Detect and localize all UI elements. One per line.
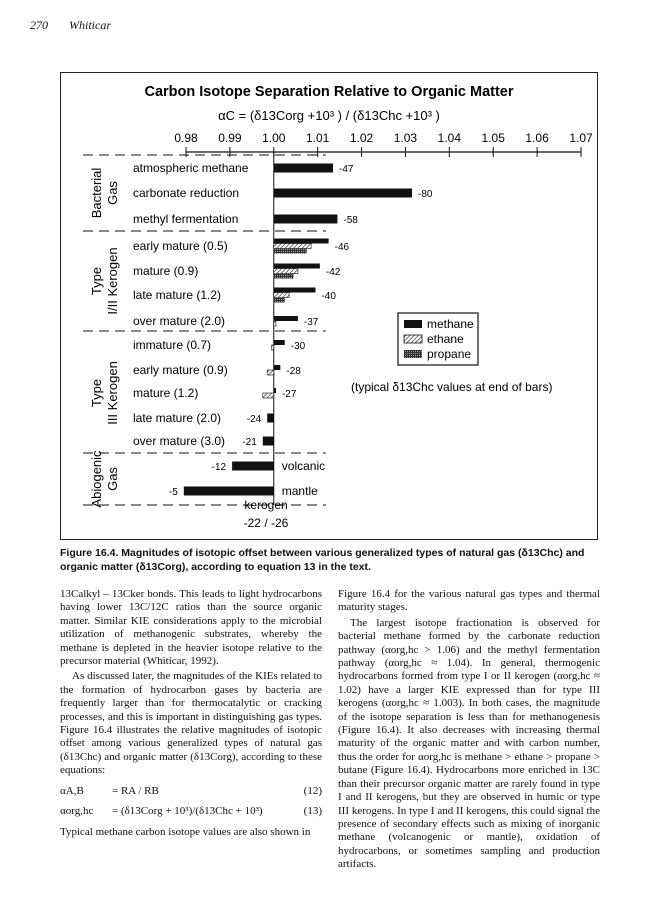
left-paragraph-3: Typical methane carbon isotope values are also shown in — [60, 825, 311, 838]
bar-methane — [274, 215, 338, 224]
figure-caption: Figure 16.4. Magnitudes of isotopic offset between various generalized types of natural gas (δ13Chc) and organic matter (δ13Corg), according to equation 13 in the text. — [60, 547, 585, 573]
running-author: Whiticar — [69, 18, 111, 32]
group-label: Bacterial — [89, 167, 104, 219]
bar-value-label: -5 — [168, 487, 178, 498]
bar-methane — [184, 487, 274, 496]
bar-value-label: -21 — [242, 437, 257, 448]
bar-methane — [274, 388, 276, 393]
tick-label: 1.02 — [349, 131, 374, 145]
bar-value-label: -24 — [246, 414, 262, 425]
category-labels — [133, 161, 325, 498]
tick-label: 1.05 — [481, 131, 505, 145]
bar-value-label: -80 — [418, 189, 433, 200]
eq12-rhs: = RA / RB — [112, 784, 159, 797]
tick-label: 0.98 — [174, 131, 198, 145]
category-label: carbonate reduction — [133, 186, 240, 200]
bar-methane — [274, 189, 412, 198]
left-paragraph-2: As discussed later, the magnitudes of the KIEs related to the formation of hydrocarbon gases by bacteria are frequently larger than for thermocatalytic or cracking processes, and this is important in distinguishing gas types. Figure 16.4 illustrates the relative magnitudes of isotopic offset among various generalized types of natural gas (δ13Chc) and organic matter (δ13Corg), according to these equations: — [60, 670, 322, 777]
tick-label: 1.06 — [525, 131, 549, 145]
bar-methane — [274, 340, 285, 345]
right-paragraph-1: Figure 16.4 for the various natural gas types and thermal maturity stages. — [338, 588, 600, 614]
tick-label: 1.01 — [305, 131, 330, 145]
legend-swatch-ethane — [404, 335, 422, 343]
figure-16-4 — [60, 72, 598, 540]
tick-label: 1.07 — [569, 131, 593, 145]
group-label: I/II Kerogen — [105, 247, 120, 315]
chart-formula: αC = (δ13Corg +10³ ) / (δ13Chc +10³ ) — [218, 108, 440, 123]
right-paragraph-2: The largest isotope fractionation is observed for bacterial methane formed by the carbonate reduction pathway (αorg,hc > 1.06) and the methyl fermentation pathway (αorg,hc ≈ 1.04). In general, thermogenic hydrocarbons formed from type I or II kerogen (αorg,hc ≈ 1.02) have a larger KIE expressed than for type III kerogens (αorg,hc ≈ 1.003). In both cases, the magnitude of the isotope separation is less than for methanogenesis (Figure 16.4). It also decreases with increasing thermal maturity of the organic matter and with carbon number, thus the order for αorg,hc is methane > ethane > propane > butane (Figure 16.4). Hydrocarbons more enriched in 13C than their precursor organic matter are rarely found in type I and II kerogens, but they are observed in humic or type III kerogens. In type I and II kerogens, this could signal the presence of secondary effects such as mixing of inorganic methane (volcanogenic or mantle), oxidation of hydrocarbons, or sometimes sampling and production artifacts. — [338, 616, 600, 871]
bar-propane — [274, 298, 285, 303]
bar-methane — [274, 365, 281, 370]
equation-13 — [60, 805, 322, 818]
end-value-note: (typical δ13Chc values at end of bars) — [351, 380, 553, 394]
bar-ethane — [263, 393, 274, 398]
eq13-rhs: = (δ13Corg + 10³)/(δ13Chc + 10³) — [112, 805, 263, 818]
bar-value-label: -28 — [286, 366, 301, 377]
legend-swatch-propane — [404, 350, 422, 358]
left-column — [60, 588, 322, 841]
category-label-volcanic: volcanic — [281, 459, 326, 473]
legend-swatch-methane — [404, 320, 422, 328]
bar-value-label: -42 — [325, 267, 341, 278]
bar-methane — [274, 264, 320, 269]
category-label: over mature (2.0) — [133, 314, 226, 328]
bar-value-label: -27 — [281, 389, 297, 400]
bar-methane — [274, 316, 298, 321]
tick-label: 1.00 — [262, 131, 286, 145]
bar-methane — [274, 164, 333, 173]
bar-ethane — [272, 345, 274, 350]
bar-ethane — [274, 321, 276, 326]
category-label: mature (1.2) — [133, 386, 199, 400]
bar-value-label: -47 — [339, 164, 354, 175]
bar-value-label: -58 — [343, 215, 358, 226]
bar-value-label: -30 — [290, 341, 306, 352]
tick-label: 0.99 — [218, 131, 242, 145]
category-label: late mature (2.0) — [133, 411, 222, 425]
bar-propane — [274, 249, 307, 254]
category-label: early mature (0.5) — [133, 239, 228, 253]
category-label: late mature (1.2) — [133, 288, 222, 302]
tick-label: 1.04 — [437, 131, 462, 145]
legend-methane: methane — [427, 317, 474, 331]
bar-value-label: -46 — [334, 242, 350, 253]
group-labels — [89, 168, 120, 508]
bar-ethane — [274, 244, 311, 249]
chart-title: Carbon Isotope Separation Relative to Organic Matter — [144, 84, 514, 100]
page-number: 270 — [30, 18, 48, 32]
bar-methane — [274, 288, 316, 293]
eq12-lhs: αA,B — [60, 784, 84, 797]
bar-methane — [267, 414, 274, 423]
bar-methane — [263, 437, 274, 446]
category-label: over mature (3.0) — [133, 434, 226, 448]
group-label: Type — [89, 266, 104, 296]
category-label: immature (0.7) — [133, 338, 212, 352]
bar-value-label: -37 — [303, 317, 319, 328]
legend — [398, 313, 478, 365]
bar-propane — [274, 274, 294, 279]
legend-propane: propane — [427, 347, 472, 361]
bar-ethane — [274, 269, 298, 274]
bar-ethane — [267, 370, 274, 375]
right-column — [338, 588, 600, 874]
isotope-chart — [61, 73, 597, 539]
left-paragraph-1: 13Calkyl – 13Cker bonds. This leads to light hydrocarbons having lower 13C/12C ratios than the source organic matter. Similar KIE considerations apply to the microbial utilization of methanogenic substrates, whereby the methane is depleted in the heavier isotope relative to the precursor material (Whiticar, 1992). — [60, 588, 322, 668]
legend-ethane: ethane — [427, 332, 464, 346]
bar-value-label: -12 — [211, 462, 227, 473]
group-label: Gas — [105, 467, 120, 491]
equation-12 — [60, 785, 322, 798]
category-label-mantle: mantle — [281, 484, 318, 498]
category-label: methyl fermentation — [133, 212, 239, 226]
running-header — [30, 18, 111, 33]
bar-methane — [274, 239, 329, 244]
bar-value-label: -40 — [321, 291, 336, 302]
group-label: Abiogenic — [89, 450, 104, 508]
eq13-number: (13) — [303, 805, 322, 818]
tick-label: 1.03 — [393, 131, 418, 145]
group-label: III Kerogen — [105, 361, 120, 425]
bar-methane — [232, 462, 274, 471]
category-label: early mature (0.9) — [133, 363, 228, 377]
eq13-lhs: αorg,hc — [60, 805, 94, 818]
category-label: mature (0.9) — [133, 264, 199, 278]
group-label: Gas — [105, 181, 120, 205]
kerogen-value: -22 / -26 — [243, 516, 289, 530]
group-separators — [83, 155, 326, 505]
category-label: atmospheric methane — [133, 161, 249, 175]
group-label: Type — [89, 378, 104, 408]
eq12-number: (12) — [303, 784, 322, 797]
kerogen-label: kerogen — [244, 498, 288, 512]
bar-ethane — [274, 293, 289, 298]
